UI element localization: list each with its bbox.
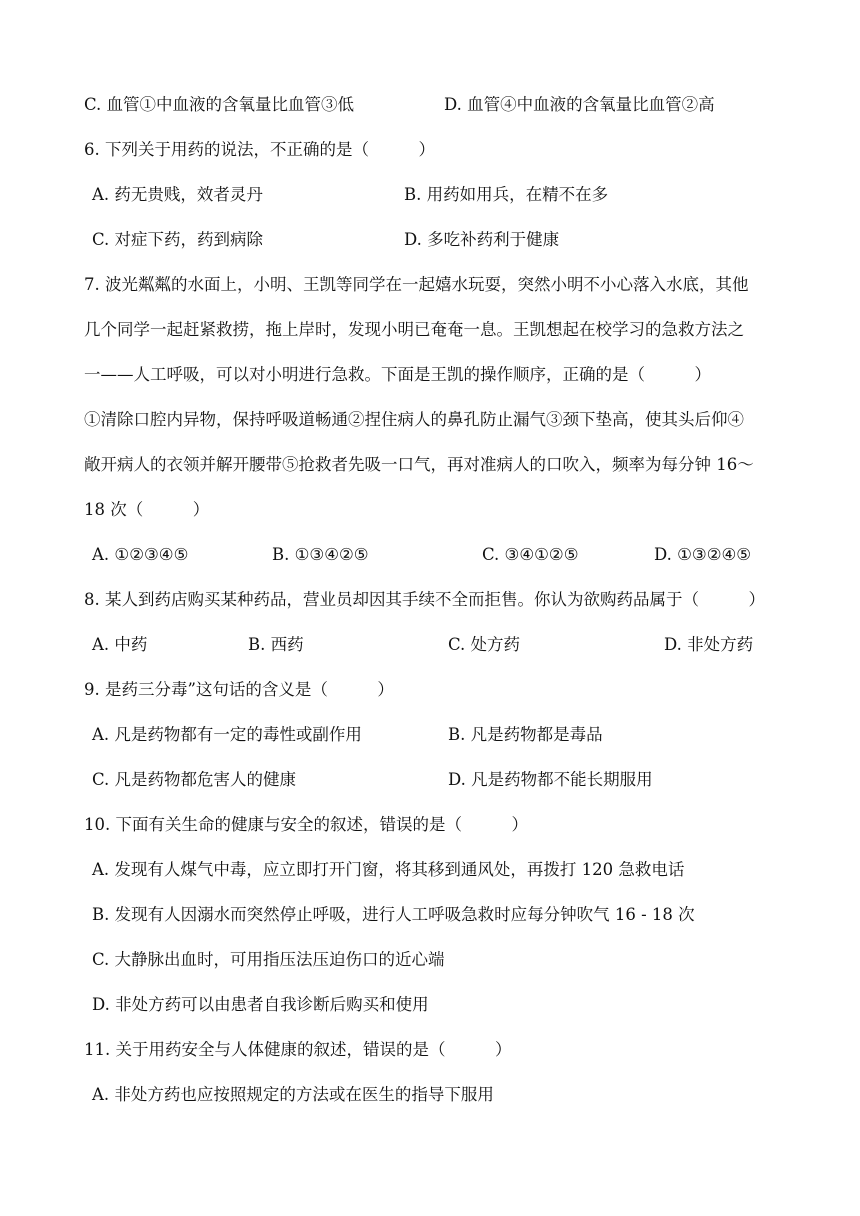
q9-option-d: D. 凡是药物都不能长期服用 <box>448 770 653 789</box>
q11-option-a: A. 非处方药也应按照规定的方法或在医生的指导下服用 <box>92 1085 494 1104</box>
q6-option-d: D. 多吃补药利于健康 <box>404 230 560 249</box>
q8-option-d: D. 非处方药 <box>664 635 754 654</box>
q9-option-b: B. 凡是药物都是毒品 <box>448 725 603 744</box>
q9-stem: 9. 是药三分毒”这句话的含义是（ ） <box>84 680 394 699</box>
q8-stem: 8. 某人到药店购买某种药品，营业员却因其手续不全而拒售。你认为欲购药品属于（ ） <box>84 590 765 609</box>
q10-option-d: D. 非处方药可以由患者自我诊断后购买和使用 <box>92 995 429 1014</box>
q7-stem-line-1: 7. 波光粼粼的水面上，小明、王凯等同学在一起嬉水玩耍，突然小明不小心落入水底，其他 <box>84 275 749 294</box>
q10-stem: 10. 下面有关生命的健康与安全的叙述，错误的是（ ） <box>84 815 528 834</box>
q7-option-b: B. ①③④②⑤ <box>272 545 369 564</box>
q10-option-c: C. 大静脉出血时，可用指压法压迫伤口的近心端 <box>92 950 445 969</box>
q8-option-c: C. 处方药 <box>448 635 521 654</box>
q11-stem: 11. 关于用药安全与人体健康的叙述，错误的是（ ） <box>84 1040 512 1059</box>
q6-option-c: C. 对症下药，药到病除 <box>92 230 264 249</box>
q7-option-c: C. ③④①②⑤ <box>482 545 579 564</box>
q7-stem-line-2: 几个同学一起赶紧救捞，拖上岸时，发现小明已奄奄一息。王凯想起在校学习的急救方法之 <box>84 320 744 339</box>
q8-option-a: A. 中药 <box>92 635 148 654</box>
q5-option-d: D. 血管④中血液的含氧量比血管②高 <box>444 95 715 114</box>
q7-stem-line-4: ①清除口腔内异物，保持呼吸道畅通②捏住病人的鼻孔防止漏气③颈下垫高，使其头后仰④ <box>84 410 744 429</box>
q7-option-d: D. ①③②④⑤ <box>654 545 752 564</box>
q8-option-b: B. 西药 <box>248 635 304 654</box>
q7-option-a: A. ①②③④⑤ <box>92 545 189 564</box>
q6-stem: 6. 下列关于用药的说法，不正确的是（ ） <box>84 140 435 159</box>
q10-option-a: A. 发现有人煤气中毒，应立即打开门窗，将其移到通风处，再拨打 120 急救电话 <box>92 860 685 879</box>
q9-option-a: A. 凡是药物都有一定的毒性或副作用 <box>92 725 362 744</box>
q7-stem-line-5: 敞开病人的衣领并解开腰带⑤抢救者先吸一口气，再对准病人的口吹入，频率为每分钟 16～ <box>84 455 754 474</box>
q9-option-c: C. 凡是药物都危害人的健康 <box>92 770 297 789</box>
q7-stem-line-3: 一——人工呼吸，可以对小明进行急救。下面是王凯的操作顺序，正确的是（ ） <box>84 365 711 384</box>
q10-option-b: B. 发现有人因溺水而突然停止呼吸，进行人工呼吸急救时应每分钟吹气 16 - 18 次 <box>92 905 695 924</box>
q6-option-b: B. 用药如用兵，在精不在多 <box>404 185 609 204</box>
q6-option-a: A. 药无贵贱，效者灵丹 <box>92 185 263 204</box>
q5-option-c: C. 血管①中血液的含氧量比血管③低 <box>84 95 355 114</box>
q7-stem-line-6: 18 次（ ） <box>84 500 210 519</box>
